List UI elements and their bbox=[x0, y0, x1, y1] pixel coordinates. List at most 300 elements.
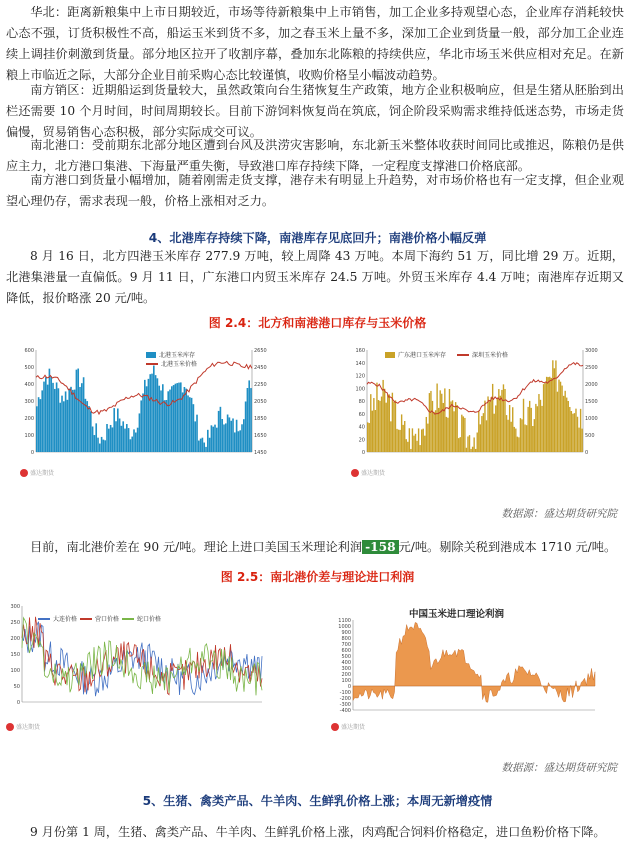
y2-tick-label: 2000 bbox=[585, 382, 598, 388]
inventory-bar bbox=[250, 388, 252, 452]
inventory-bar bbox=[209, 438, 211, 452]
inventory-bar bbox=[88, 406, 90, 452]
chart-north-port-legend-inventory: 北港玉米库存 bbox=[146, 350, 195, 359]
inventory-bar bbox=[151, 374, 153, 452]
inventory-bar bbox=[557, 392, 558, 452]
inventory-bar bbox=[492, 384, 493, 452]
inventory-bar bbox=[135, 433, 137, 452]
inventory-bar bbox=[421, 429, 422, 452]
inventory-bar bbox=[124, 429, 126, 452]
inventory-bar bbox=[227, 415, 229, 452]
inventory-bar bbox=[418, 428, 419, 452]
inventory-bar bbox=[472, 447, 473, 452]
inventory-bar bbox=[90, 411, 92, 452]
y-tick-label: 100 bbox=[341, 678, 351, 684]
price-line-2 bbox=[22, 618, 262, 696]
chart-port-prices bbox=[0, 598, 270, 738]
inventory-bar bbox=[483, 413, 484, 452]
chart-south-port-legend-inventory: 广东港口玉米库存 bbox=[385, 350, 446, 359]
inventory-bar bbox=[463, 416, 464, 452]
inventory-bar bbox=[446, 417, 447, 452]
inventory-bar bbox=[401, 414, 402, 452]
inventory-bar bbox=[578, 428, 579, 452]
inventory-bar bbox=[184, 387, 186, 452]
inventory-bar bbox=[70, 387, 72, 452]
y-tick-label: 400 bbox=[341, 660, 351, 666]
inventory-bar bbox=[83, 377, 85, 452]
y-tick-label: -100 bbox=[339, 690, 351, 696]
inventory-bar bbox=[412, 428, 413, 452]
inventory-bar bbox=[248, 380, 250, 452]
inventory-bar bbox=[384, 389, 385, 452]
inventory-bar bbox=[171, 386, 173, 452]
y-tick-label: 300 bbox=[10, 604, 20, 610]
inventory-bar bbox=[532, 426, 533, 452]
chart-port-prices-logo: 盛达期货 bbox=[6, 722, 40, 731]
inventory-bar bbox=[456, 405, 457, 452]
inventory-bar bbox=[555, 360, 556, 452]
inventory-bar bbox=[133, 429, 135, 452]
y-tick-label: 100 bbox=[24, 433, 34, 439]
inventory-bar bbox=[178, 383, 180, 452]
inventory-bar bbox=[239, 430, 241, 452]
inventory-bar bbox=[58, 388, 60, 452]
y2-tick-label: 1450 bbox=[254, 450, 267, 456]
inventory-bar bbox=[478, 411, 479, 452]
y-tick-label: 100 bbox=[355, 386, 365, 393]
inventory-bar bbox=[245, 401, 247, 452]
inventory-bar bbox=[438, 408, 439, 452]
inventory-bar bbox=[126, 424, 128, 452]
inventory-bar bbox=[558, 380, 559, 452]
inventory-bar bbox=[203, 443, 205, 452]
inventory-bar bbox=[67, 400, 69, 452]
inventory-bar bbox=[38, 397, 40, 452]
inventory-bar bbox=[232, 418, 234, 452]
inventory-bar bbox=[449, 389, 450, 452]
chart-north-port-svg bbox=[14, 340, 276, 480]
y2-tick-label: 1500 bbox=[585, 399, 598, 405]
inventory-bar bbox=[54, 389, 56, 452]
inventory-bar bbox=[461, 415, 462, 452]
inventory-bar bbox=[370, 394, 371, 452]
chart-north-port-legend-price: 北港玉米价格 bbox=[146, 359, 197, 368]
inventory-bar bbox=[229, 417, 231, 452]
y2-tick-label: 500 bbox=[585, 433, 595, 439]
inventory-bar bbox=[218, 411, 220, 452]
inventory-bar bbox=[200, 439, 202, 452]
inventory-bar bbox=[500, 396, 501, 452]
y-tick-label: 200 bbox=[341, 672, 351, 678]
y-tick-label: 250 bbox=[10, 620, 20, 626]
inventory-bar bbox=[216, 428, 218, 452]
inventory-bar bbox=[176, 383, 178, 452]
y-tick-label: 500 bbox=[24, 365, 34, 371]
y-tick-label: -400 bbox=[339, 708, 351, 714]
price-line-1 bbox=[22, 617, 262, 695]
inventory-bar bbox=[378, 400, 379, 452]
chart-north-port bbox=[14, 340, 276, 480]
chart-south-port bbox=[345, 340, 607, 480]
data-source-2: 数据源：盛达期货研究院 bbox=[501, 762, 617, 774]
inventory-bar bbox=[561, 386, 562, 452]
inventory-bar bbox=[142, 393, 144, 452]
brand-logo-icon bbox=[6, 723, 14, 731]
inventory-bar bbox=[429, 393, 430, 452]
inventory-bar bbox=[247, 388, 249, 452]
inventory-bar bbox=[167, 391, 169, 452]
inventory-bar bbox=[128, 428, 130, 452]
inventory-bar bbox=[489, 401, 490, 452]
inventory-bar bbox=[518, 437, 519, 452]
inventory-bar bbox=[440, 390, 441, 452]
inventory-bar bbox=[510, 422, 511, 452]
inventory-bar bbox=[149, 374, 151, 452]
inventory-bar bbox=[486, 420, 487, 452]
inventory-bar bbox=[466, 448, 467, 452]
y-tick-label: 20 bbox=[358, 437, 365, 444]
inventory-bar bbox=[214, 425, 216, 452]
inventory-bar bbox=[460, 437, 461, 452]
y-tick-label: 800 bbox=[341, 636, 351, 642]
inventory-bar bbox=[541, 406, 542, 452]
inventory-bar bbox=[427, 424, 428, 452]
inventory-bar bbox=[74, 390, 76, 452]
inventory-bar bbox=[396, 429, 397, 452]
y2-tick-label: 3000 bbox=[585, 348, 598, 354]
y-tick-label: 700 bbox=[341, 642, 351, 648]
inventory-bar bbox=[494, 414, 495, 452]
inventory-bar bbox=[99, 444, 101, 452]
inventory-bar bbox=[551, 378, 552, 452]
inventory-bar bbox=[475, 449, 476, 452]
inventory-bar bbox=[68, 389, 70, 452]
inventory-bar bbox=[211, 425, 213, 452]
y-tick-label: 0 bbox=[361, 450, 365, 456]
inventory-bar bbox=[535, 404, 536, 452]
inventory-bar bbox=[185, 389, 187, 452]
inventory-bar bbox=[148, 379, 150, 452]
inventory-bar bbox=[43, 382, 45, 452]
inventory-bar bbox=[187, 395, 189, 452]
inventory-bar bbox=[382, 380, 383, 452]
para-north: 华北：距离新粮集中上市日期较近，市场等待新粮集中上市销售，加工企业多持观望心态，企业库存消耗较快心态不强，订货积极性不高，船运玉米到货不多，加之春玉米上量不多，深加工企业到货量一般，部分加工企业连续上调挂价刺激到货量。部分地区拉开了收割序幕，叠加东北陈粮的持续供应，华北市场玉米供应相对充足。在新粮上市临近之际，大部分企业目前采购心态比较谨慎，收购价格呈小幅波动趋势。 bbox=[6, 5, 624, 82]
inventory-bar bbox=[373, 398, 374, 452]
y-tick-label: 600 bbox=[341, 648, 351, 654]
inventory-bar bbox=[112, 427, 114, 452]
inventory-bar bbox=[76, 370, 78, 452]
inventory-bar bbox=[564, 391, 565, 452]
inventory-bar bbox=[441, 394, 442, 452]
chart-port-prices-legend-dalian: 大连价格 bbox=[38, 614, 77, 623]
y-tick-label: 600 bbox=[24, 348, 34, 354]
inventory-bar bbox=[50, 376, 52, 452]
inventory-bar bbox=[560, 382, 561, 452]
inventory-bar bbox=[452, 400, 453, 452]
inventory-bar bbox=[423, 429, 424, 452]
inventory-bar bbox=[409, 428, 410, 452]
inventory-bar bbox=[119, 419, 121, 452]
inventory-bar bbox=[484, 401, 485, 452]
inventory-bar bbox=[477, 433, 478, 452]
inventory-bar bbox=[221, 419, 223, 452]
inventory-bar bbox=[524, 424, 525, 452]
y2-tick-label: 2450 bbox=[254, 365, 267, 371]
chart-import-profit-logo: 盛达期货 bbox=[331, 722, 365, 731]
y-tick-label: 0 bbox=[30, 450, 34, 456]
inventory-bar bbox=[407, 442, 408, 452]
section-heading-4: 4、北港库存持续下降，南港库存见底回升；南港价格小幅反弹 bbox=[148, 231, 487, 245]
inventory-bar bbox=[236, 420, 238, 452]
inventory-bar bbox=[131, 437, 133, 452]
y-tick-label: 80 bbox=[358, 399, 365, 405]
inventory-bar bbox=[473, 437, 474, 452]
para-spread: 目前，南北港价差在 90 元/吨。理论上进口美国玉米理论利润 -158 元/吨。剔除关税到港成本 1710 元/吨。 bbox=[30, 540, 617, 554]
inventory-bar bbox=[95, 423, 97, 452]
inventory-bar bbox=[515, 429, 516, 452]
inventory-bar bbox=[566, 398, 567, 452]
inventory-bar bbox=[77, 369, 79, 452]
inventory-bar bbox=[205, 447, 207, 452]
inventory-bar bbox=[552, 360, 553, 452]
inventory-bar bbox=[503, 384, 504, 452]
y2-tick-label: 1000 bbox=[585, 416, 598, 422]
inventory-bar bbox=[572, 414, 573, 452]
inventory-bar bbox=[162, 384, 164, 452]
inventory-bar bbox=[212, 427, 214, 452]
profit-highlight: -158 bbox=[362, 540, 399, 554]
inventory-bar bbox=[220, 407, 222, 452]
inventory-bar bbox=[520, 418, 521, 452]
inventory-bar bbox=[137, 428, 139, 452]
chart-port-prices-legend-yingkou: 营口价格 bbox=[80, 614, 119, 623]
inventory-bar bbox=[450, 401, 451, 452]
y-tick-label: 1100 bbox=[338, 618, 351, 624]
inventory-bar bbox=[85, 399, 87, 452]
inventory-bar bbox=[97, 438, 99, 452]
inventory-bar bbox=[169, 390, 171, 452]
inventory-bar bbox=[544, 383, 545, 452]
inventory-bar bbox=[392, 393, 393, 452]
inventory-bar bbox=[386, 403, 387, 452]
inventory-bar bbox=[230, 421, 232, 452]
y2-tick-label: 1650 bbox=[254, 433, 267, 439]
chart-south-port-logo: 盛达期货 bbox=[351, 468, 385, 477]
inventory-bar bbox=[193, 404, 195, 452]
inventory-bar bbox=[166, 400, 168, 452]
inventory-bar bbox=[122, 421, 124, 452]
inventory-bar bbox=[225, 423, 227, 452]
inventory-bar bbox=[115, 421, 117, 452]
y-tick-label: 50 bbox=[13, 684, 20, 690]
chart-north-port-logo: 盛达期货 bbox=[20, 468, 54, 477]
para-ports: 南北港口：受前期东北部分地区遭到台风及洪涝灾害影响，东北新玉米整体收获时间同比或推迟，陈粮仍是供应主力，北方港口集港、下海量严重失衡，导致港口库存持续下降，一定程度支撑港口价格底部。 bbox=[6, 138, 624, 173]
inventory-bar bbox=[447, 418, 448, 452]
y-tick-label: 160 bbox=[355, 348, 365, 354]
inventory-bar bbox=[495, 405, 496, 452]
inventory-bar bbox=[369, 423, 370, 452]
y-tick-label: 300 bbox=[341, 666, 351, 672]
inventory-bar bbox=[372, 411, 373, 452]
y2-tick-label: 2050 bbox=[254, 399, 267, 405]
inventory-bar bbox=[108, 429, 110, 452]
chart-south-port-legend-price: 深圳玉米价格 bbox=[457, 350, 508, 359]
inventory-bar bbox=[390, 421, 391, 452]
inventory-bar bbox=[549, 377, 550, 452]
inventory-bar bbox=[158, 386, 160, 452]
inventory-bar bbox=[517, 437, 518, 452]
inventory-bar bbox=[61, 396, 63, 452]
inventory-bar bbox=[72, 390, 74, 452]
inventory-bar bbox=[430, 391, 431, 452]
chart-import-profit bbox=[325, 598, 605, 738]
inventory-bar bbox=[395, 400, 396, 452]
inventory-bar bbox=[480, 424, 481, 452]
y-tick-label: 200 bbox=[10, 636, 20, 642]
inventory-bar bbox=[507, 420, 508, 452]
inventory-bar bbox=[155, 375, 157, 452]
inventory-bar bbox=[563, 396, 564, 452]
inventory-bar bbox=[196, 415, 198, 452]
inventory-bar bbox=[47, 385, 49, 452]
y-tick-label: 100 bbox=[10, 668, 20, 674]
inventory-bar bbox=[504, 389, 505, 452]
inventory-bar bbox=[548, 377, 549, 452]
inventory-bar bbox=[65, 391, 67, 452]
inventory-bar bbox=[198, 441, 200, 452]
inventory-bar bbox=[194, 421, 196, 452]
inventory-bar bbox=[79, 387, 81, 452]
inventory-bar bbox=[458, 438, 459, 452]
inventory-bar bbox=[444, 388, 445, 452]
inventory-bar bbox=[113, 408, 115, 452]
inventory-bar bbox=[406, 439, 407, 452]
inventory-bar bbox=[432, 401, 433, 452]
inventory-bar bbox=[506, 415, 507, 452]
para-south-port: 南方港口到货量小幅增加，随着刚需走货支撑，港存未有明显上升趋势，对市场价格也有一定支撑，但企业观望心理仍存，需求表现一般，价格上涨相对乏力。 bbox=[6, 173, 624, 208]
inventory-bar bbox=[376, 383, 377, 452]
y2-tick-label: 2500 bbox=[585, 365, 598, 371]
inventory-bar bbox=[243, 419, 245, 452]
inventory-bar bbox=[160, 390, 162, 452]
y-tick-label: -300 bbox=[339, 702, 351, 708]
inventory-bar bbox=[103, 440, 105, 452]
brand-logo-icon bbox=[331, 723, 339, 731]
y2-tick-label: 2650 bbox=[254, 348, 267, 354]
inventory-bar bbox=[52, 383, 54, 452]
para-south-sales: 南方销区：近期船运到货量较大，虽然政策向台生猪恢复生产政策，地方企业积极响应，但是生猪从胚胎到出栏还需要 10 个月时间，时间周期较长。目前下游饲料恢复尚在筑底，饲企阶段采购需求维持低迷态势，市场走货偏慢，贸易销售心态积极，部分实际成交可议。 bbox=[6, 83, 624, 139]
inventory-bar bbox=[45, 377, 47, 452]
inventory-bar bbox=[191, 398, 193, 452]
inventory-bar bbox=[157, 378, 159, 452]
inventory-bar bbox=[398, 430, 399, 452]
y-tick-label: 0 bbox=[16, 700, 20, 706]
inventory-bar bbox=[202, 438, 204, 452]
para-livestock: 9 月份第 1 周，生猪、禽类产品、牛羊肉、生鲜乳价格上涨，肉鸡配合饲料价格稳定，进口鱼粉价格下降。 bbox=[30, 825, 606, 839]
inventory-bar bbox=[540, 400, 541, 452]
inventory-bar bbox=[140, 400, 142, 452]
inventory-bar bbox=[575, 409, 576, 452]
inventory-bar bbox=[173, 385, 175, 452]
y-tick-label: 0 bbox=[347, 684, 351, 690]
inventory-bar bbox=[402, 425, 403, 452]
inventory-bar bbox=[527, 407, 528, 452]
chart-port-prices-legend-shekou: 蛇口价格 bbox=[122, 614, 161, 623]
inventory-bar bbox=[581, 429, 582, 452]
y-tick-label: 120 bbox=[355, 373, 365, 380]
inventory-bar bbox=[529, 401, 530, 452]
inventory-bar bbox=[189, 397, 191, 452]
inventory-bar bbox=[419, 445, 420, 452]
inventory-bar bbox=[207, 430, 209, 452]
inventory-bar bbox=[389, 394, 390, 452]
y-tick-label: 500 bbox=[341, 654, 351, 660]
y2-tick-label: 1850 bbox=[254, 416, 267, 422]
inventory-bar bbox=[180, 382, 182, 452]
inventory-bar bbox=[512, 407, 513, 452]
inventory-bar bbox=[94, 435, 96, 452]
inventory-bar bbox=[481, 416, 482, 452]
inventory-bar bbox=[36, 406, 38, 452]
inventory-bar bbox=[101, 437, 103, 452]
inventory-bar bbox=[526, 425, 527, 452]
inventory-bar bbox=[379, 401, 380, 452]
figure-caption-2-4: 图 2.4：北方和南港港口库存与玉米价格 bbox=[208, 316, 427, 330]
inventory-bar bbox=[433, 412, 434, 452]
inventory-bar bbox=[223, 424, 225, 452]
inventory-bar bbox=[455, 402, 456, 452]
inventory-bar bbox=[144, 380, 146, 452]
profit-area bbox=[353, 622, 595, 702]
inventory-bar bbox=[238, 431, 240, 452]
inventory-bar bbox=[487, 396, 488, 452]
inventory-bar bbox=[416, 441, 417, 452]
inventory-bar bbox=[367, 422, 368, 452]
inventory-bar bbox=[92, 426, 94, 452]
y2-tick-label: 2250 bbox=[254, 382, 267, 388]
y-tick-label: 300 bbox=[24, 399, 34, 405]
inventory-bar bbox=[453, 411, 454, 452]
inventory-bar bbox=[63, 401, 65, 452]
inventory-bar bbox=[49, 369, 51, 452]
inventory-bar bbox=[117, 409, 119, 452]
inventory-bar bbox=[467, 436, 468, 452]
inventory-bar bbox=[413, 436, 414, 452]
inventory-bar bbox=[106, 424, 108, 452]
inventory-bar bbox=[56, 382, 58, 452]
inventory-bar bbox=[568, 401, 569, 452]
inventory-bar bbox=[381, 397, 382, 452]
y-tick-label: 1000 bbox=[338, 624, 351, 630]
inventory-bar bbox=[531, 408, 532, 452]
para-inventory: 8 月 16 日，北方四港玉米库存 277.9 万吨，较上周降 43 万吨。本周下海约 51 万，同比增 29 万。近期，北港集港量一直偏低。9 月 11 日，广东港口内贸玉米库存 24.5 万吨。外贸玉米库存 4.4 万吨；南港库存近期又降低，报价略涨 20 元/吨。 bbox=[6, 249, 624, 305]
inventory-bar bbox=[554, 368, 555, 452]
y-tick-label: 200 bbox=[24, 416, 34, 422]
inventory-bar bbox=[399, 430, 400, 452]
inventory-bar bbox=[415, 434, 416, 452]
inventory-bar bbox=[538, 394, 539, 452]
inventory-bar bbox=[387, 395, 388, 452]
y-tick-label: 400 bbox=[24, 382, 34, 388]
y-tick-label: 900 bbox=[341, 630, 351, 636]
inventory-bar bbox=[521, 419, 522, 452]
inventory-bar bbox=[41, 390, 43, 452]
inventory-bar bbox=[153, 366, 155, 452]
y-tick-label: 60 bbox=[358, 411, 365, 418]
inventory-bar bbox=[490, 397, 491, 452]
inventory-bar bbox=[543, 384, 544, 452]
section-heading-5: 5、生猪、禽类产品、牛羊肉、生鲜乳价格上涨；本周无新增疫情 bbox=[142, 794, 493, 808]
